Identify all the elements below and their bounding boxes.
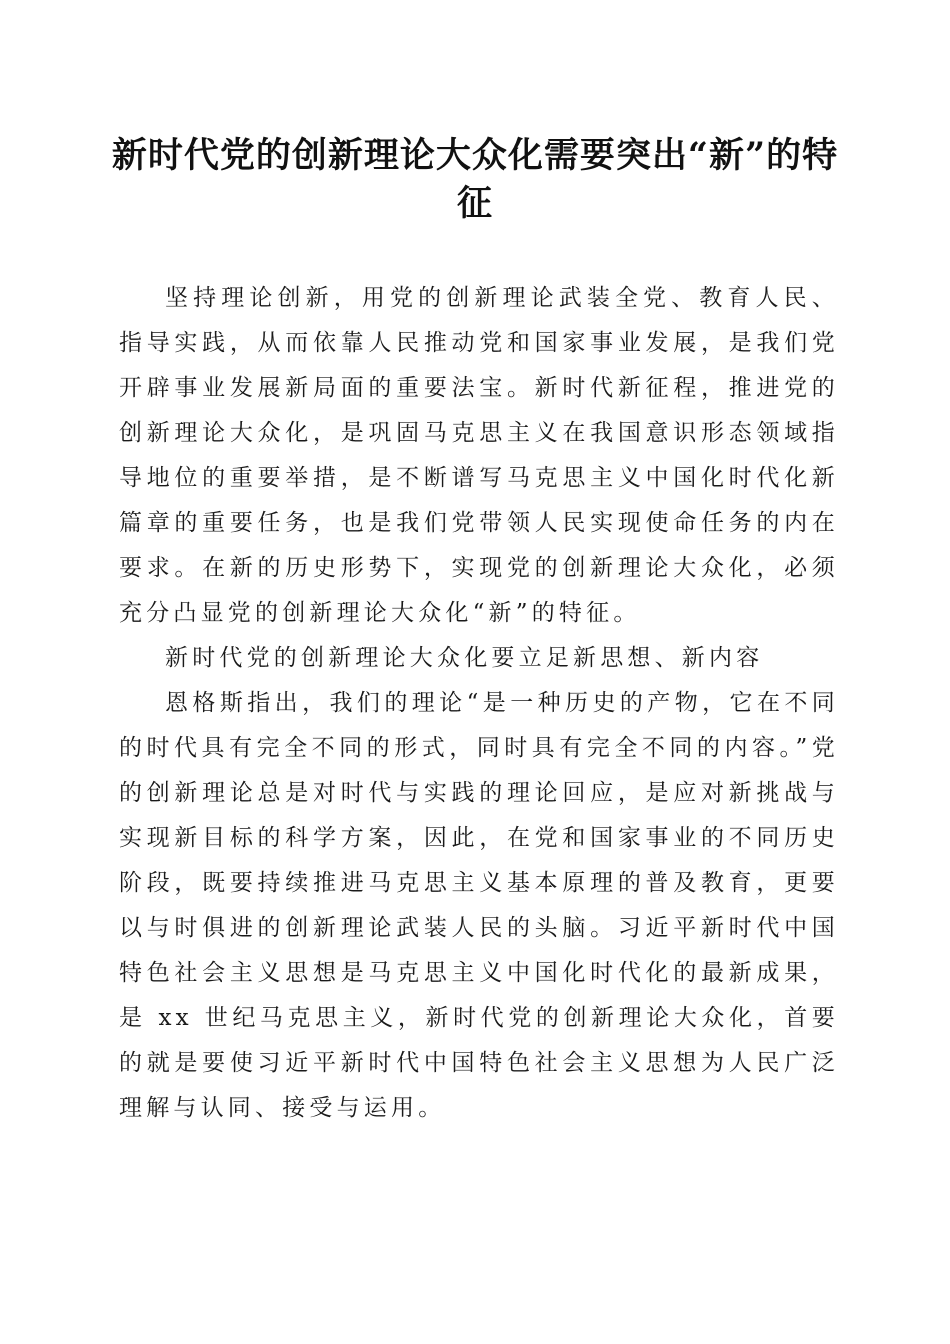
- paragraph-intro: 坚持理论创新，用党的创新理论武装全党、教育人民、指导实践，从而依靠人民推动党和国家事业发展，是我们党开辟事业发展新局面的重要法宝。新时代新征程，推进党的创新理论大众化，是巩固马克思主义在我国意识形态领域指导地位的重要举措，是不断谱写马克思主义中国化时代化新篇章的重要任务，也是我们党带领人民实现使命任务的内在要求。在新的历史形势下，实现党的创新理论大众化，必须充分凸显党的创新理论大众化“新”的特征。: [119, 285, 839, 626]
- document-body: [119, 276, 839, 1131]
- paragraph-engels: 恩格斯指出，我们的理论“是一种历史的产物，它在不同的时代具有完全不同的形式，同时具有完全不同的内容。”党的创新理论总是对时代与实践的理论回应，是应对新挑战与实现新目标的科学方案，因此，在党和国家事业的不同历史阶段，既要持续推进马克思主义基本原理的普及教育，更要以与时俱进的创新理论武装人民的头脑。习近平新时代中国特色社会主义思想是马克思主义中国化时代化的最新成果，是 xx 世纪马克思主义，新时代党的创新理论大众化，首要的就是要使习近平新时代中国特色社会主义思想为人民广泛理解与认同、接受与运用。: [119, 690, 839, 1121]
- section-heading: 新时代党的创新理论大众化要立足新思想、新内容: [165, 645, 764, 671]
- document-title: 新时代党的创新理论大众化需要突出“新”的特征: [111, 135, 839, 224]
